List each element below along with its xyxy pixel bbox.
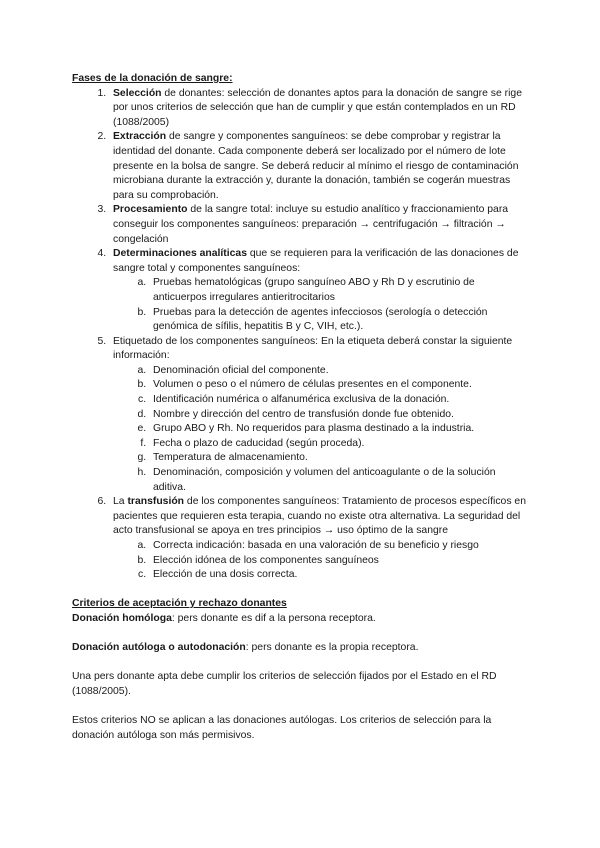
sub-list-item: e. Grupo ABO y Rh. No requeridos para plasma destinado a la industria. xyxy=(149,422,528,437)
list-item xyxy=(109,130,528,203)
sub-list xyxy=(113,276,528,334)
item-text: de la sangre total: incluye su estudio analítico y fraccionamiento para conseguir los componentes sanguíneos: preparación → centrifugación → filtración → congelación xyxy=(113,204,509,245)
sub-list-item: b. Volumen o peso o el número de células presentes en el componente. xyxy=(149,378,528,393)
sub-list-item: f. Fecha o plazo de caducidad (según proceda). xyxy=(149,437,528,452)
paragraph: Una pers donante apta debe cumplir los criterios de selección fijados por el Estado en el RD (1088/2005). xyxy=(72,671,497,697)
list-item xyxy=(109,335,528,496)
definition-autologous xyxy=(72,641,528,656)
spacer xyxy=(72,627,528,642)
item-text: que se requieren para la verificación de las donaciones de sangre total y componentes sanguíneos: xyxy=(113,248,519,274)
item-term: Determinaciones analíticas xyxy=(113,248,247,260)
definition-term: Donación autóloga o autodonación xyxy=(72,642,246,654)
list-item xyxy=(109,87,528,131)
sub-list-item: a. Pruebas hematológicas (grupo sanguíneo ABO y Rh D y escrutinio de anticuerpos irregulares antieritrocitarios xyxy=(149,276,528,305)
sub-list-item: c. Identificación numérica o alfanumérica exclusiva de la donación. xyxy=(149,393,528,408)
spacer xyxy=(72,583,528,598)
paragraph: Estos criterios NO se aplican a las donaciones autólogas. Los criterios de selección para la donación autóloga son más permisivos. xyxy=(72,715,492,741)
item-term: Selección xyxy=(113,87,162,99)
item-text: de donantes: selección de donantes aptos para la donación de sangre se rige por unos criterios de selección que han de cumplir y que están contemplados en un RD (1088/2005) xyxy=(113,87,522,128)
definition-text: : pers donante es la propia receptora. xyxy=(245,642,419,654)
spacer xyxy=(72,700,528,715)
sub-list-item: a. Denominación oficial del componente. xyxy=(149,364,528,379)
definition-term: Donación homóloga xyxy=(72,612,172,624)
sub-list-item: a. Correcta indicación: basada en una valoración de su beneficio y riesgo xyxy=(149,539,528,554)
item-term: Extracción xyxy=(113,131,167,143)
list-item xyxy=(109,203,528,247)
sub-list-item: c. Elección de una dosis correcta. xyxy=(149,568,528,583)
section-heading-criteria: Criterios de aceptación y rechazo donantes xyxy=(72,598,287,610)
sub-list-item: b. Pruebas para la detección de agentes infecciosos (serología o detección genómica de sífilis, hepatitis B y C, VIH, etc.). xyxy=(149,306,528,335)
list-item xyxy=(109,247,528,335)
section-heading-phases: Fases de la donación de sangre: xyxy=(72,73,233,84)
item-text: Etiquetado de los componentes sanguíneos: En la etiqueta deberá constar la siguiente información: xyxy=(113,335,513,362)
item-term: Procesamiento xyxy=(113,204,188,216)
sub-list-item: b. Elección idónea de los componentes sanguíneos xyxy=(149,554,528,569)
sub-list-item: d. Nombre y dirección del centro de transfusión donde fue obtenido. xyxy=(149,408,528,423)
sub-list xyxy=(113,364,528,495)
item-term: transfusión xyxy=(127,496,185,508)
item-text: de sangre y componentes sanguíneos: se debe comprobar y registrar la identidad del donante. Cada componente deberá ser localizado por el número de lote presente en la bolsa de sangre. Se deberá reducir al mínimo el riesgo de contaminación microbiana durante la extracción y, durante la donación, también se cogerán muestras para su comprobación. xyxy=(113,131,519,201)
spacer xyxy=(72,656,528,671)
sub-list-item: h. Denominación, composición y volumen del anticoagulante o de la solución aditiva. xyxy=(149,466,528,495)
definition-homologous xyxy=(72,612,528,627)
definition-text: : pers donante es dif a la persona receptora. xyxy=(171,612,376,624)
sub-list-item: g. Temperatura de almacenamiento. xyxy=(149,451,528,466)
sub-list xyxy=(113,539,528,583)
list-item xyxy=(109,495,528,583)
phases-list xyxy=(72,87,528,583)
item-text: de los componentes sanguíneos: Tratamiento de procesos específicos en pacientes que requieren esta terapia, cuando no existe otra alternativa. La seguridad del acto transfusional se apoya en tres principios → uso óptimo de la sangre xyxy=(113,496,526,537)
item-pre: La xyxy=(113,496,128,508)
